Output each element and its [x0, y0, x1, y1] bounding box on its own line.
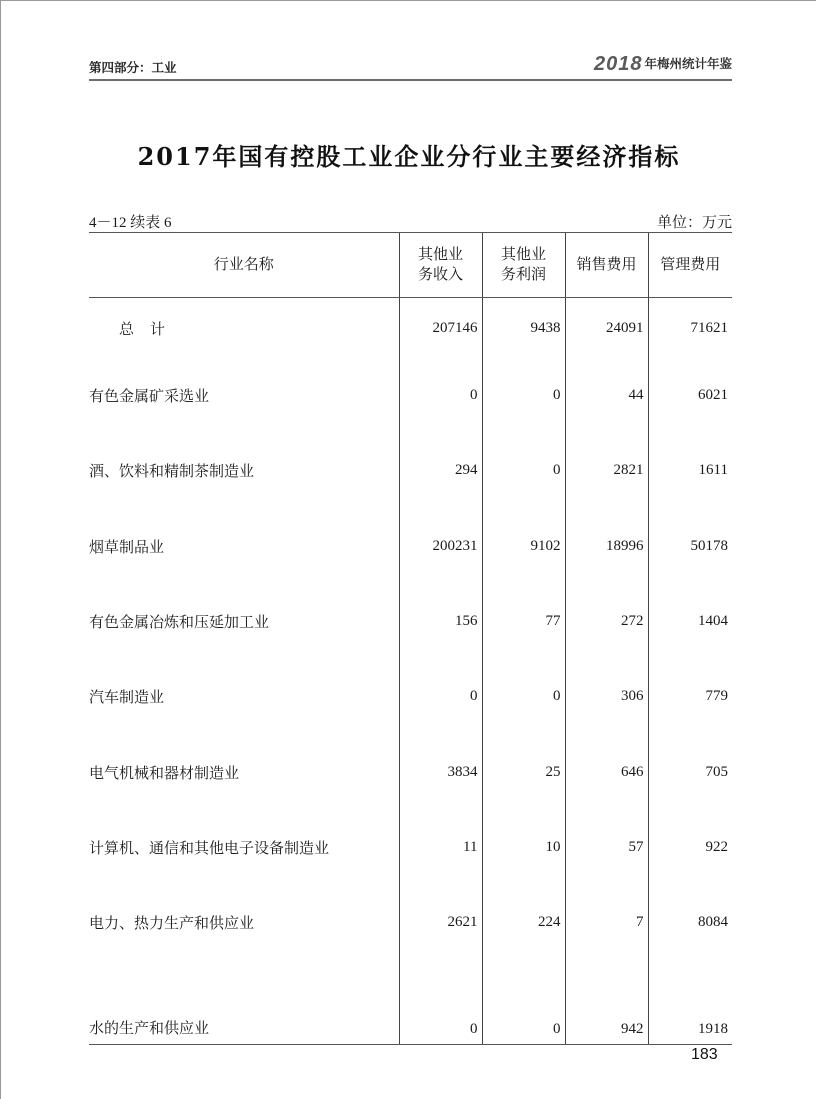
industry-name-cell: 水的生产和供应业	[89, 960, 399, 1045]
value-cell: 9438	[482, 298, 565, 359]
value-cell: 922	[648, 810, 732, 885]
value-cell: 224	[482, 885, 565, 960]
book-name: 年梅州统计年鉴	[644, 56, 732, 71]
value-cell: 0	[482, 358, 565, 433]
table-row	[89, 433, 732, 508]
value-cell: 1918	[648, 960, 732, 1045]
value-cell: 0	[482, 433, 565, 508]
running-header	[89, 53, 732, 81]
value-cell: 779	[648, 659, 732, 734]
table-header-row	[89, 233, 732, 298]
industry-name-cell: 电气机械和器材制造业	[89, 765, 240, 782]
section-label: 第四部分：工业	[89, 60, 177, 75]
book-title	[594, 53, 732, 76]
indicator-table	[89, 232, 732, 1045]
industry-name-cell: 有色金属冶炼和压延加工业	[89, 615, 270, 632]
value-cell: 6021	[648, 358, 732, 433]
industry-name-cell: 电力、热力生产和供应业	[89, 916, 255, 933]
column-header-industry	[89, 233, 399, 298]
column-header-line: 务利润	[500, 267, 546, 283]
value-cell: 1404	[648, 584, 732, 659]
value-cell: 9102	[482, 509, 565, 584]
value-cell: 156	[399, 584, 482, 659]
value-cell: 11	[399, 810, 482, 885]
column-header-line: 管理费用	[660, 257, 721, 273]
value-cell: 2621	[399, 885, 482, 960]
value-cell: 272	[565, 584, 648, 659]
value-cell: 0	[399, 659, 482, 734]
book-year: 2018	[593, 53, 643, 75]
value-cell: 24091	[565, 298, 648, 359]
industry-name-cell: 酒、饮料和精制茶制造业	[89, 464, 255, 481]
column-header-line: 其他业	[500, 247, 546, 263]
industry-name-cell: 计算机、通信和其他电子设备制造业	[89, 840, 330, 857]
value-cell: 50178	[648, 509, 732, 584]
value-cell: 44	[565, 358, 648, 433]
value-cell: 10	[482, 810, 565, 885]
value-cell: 57	[565, 810, 648, 885]
industry-name-cell: 汽车制造业	[89, 690, 165, 707]
value-cell: 207146	[399, 298, 482, 359]
table-row	[89, 358, 732, 433]
industry-name-cell: 烟草制品业	[89, 539, 165, 556]
table-row	[89, 960, 732, 1045]
column-header-sales-expense	[565, 233, 648, 298]
value-cell: 0	[399, 960, 482, 1045]
table-row	[89, 509, 732, 584]
column-header-admin-expense	[648, 233, 732, 298]
value-cell: 71621	[648, 298, 732, 359]
column-header-line: 行业名称	[213, 257, 274, 273]
value-cell: 77	[482, 584, 565, 659]
value-cell: 0	[399, 358, 482, 433]
value-cell: 1611	[648, 433, 732, 508]
table-row	[89, 810, 732, 885]
column-header-line: 务收入	[417, 267, 463, 283]
value-cell: 2821	[565, 433, 648, 508]
column-header-other-income	[399, 233, 482, 298]
table-unit: 单位：万元	[656, 215, 732, 231]
table-row-total	[89, 298, 732, 359]
table-meta	[89, 211, 732, 231]
table-row	[89, 734, 732, 809]
column-header-other-profit	[482, 233, 565, 298]
value-cell: 7	[565, 885, 648, 960]
value-cell: 705	[648, 734, 732, 809]
value-cell: 294	[399, 433, 482, 508]
value-cell: 0	[482, 960, 565, 1045]
table-row	[89, 885, 732, 960]
page-title: 2017年国有控股工业企业分行业主要经济指标	[137, 142, 681, 171]
value-cell: 8084	[648, 885, 732, 960]
table-row	[89, 659, 732, 734]
value-cell: 646	[565, 734, 648, 809]
value-cell: 18996	[565, 509, 648, 584]
value-cell: 200231	[399, 509, 482, 584]
value-cell: 3834	[399, 734, 482, 809]
value-cell: 25	[482, 734, 565, 809]
page-number: 183	[691, 1046, 718, 1063]
value-cell: 942	[565, 960, 648, 1045]
column-header-line: 销售费用	[576, 257, 637, 273]
value-cell: 306	[565, 659, 648, 734]
industry-name-cell: 总计	[119, 321, 182, 338]
table-row	[89, 584, 732, 659]
industry-name-cell: 有色金属矿采选业	[89, 389, 210, 406]
value-cell: 0	[482, 659, 565, 734]
column-header-line: 其他业	[417, 247, 463, 263]
table-id: 4－12 续表 6	[89, 215, 172, 231]
